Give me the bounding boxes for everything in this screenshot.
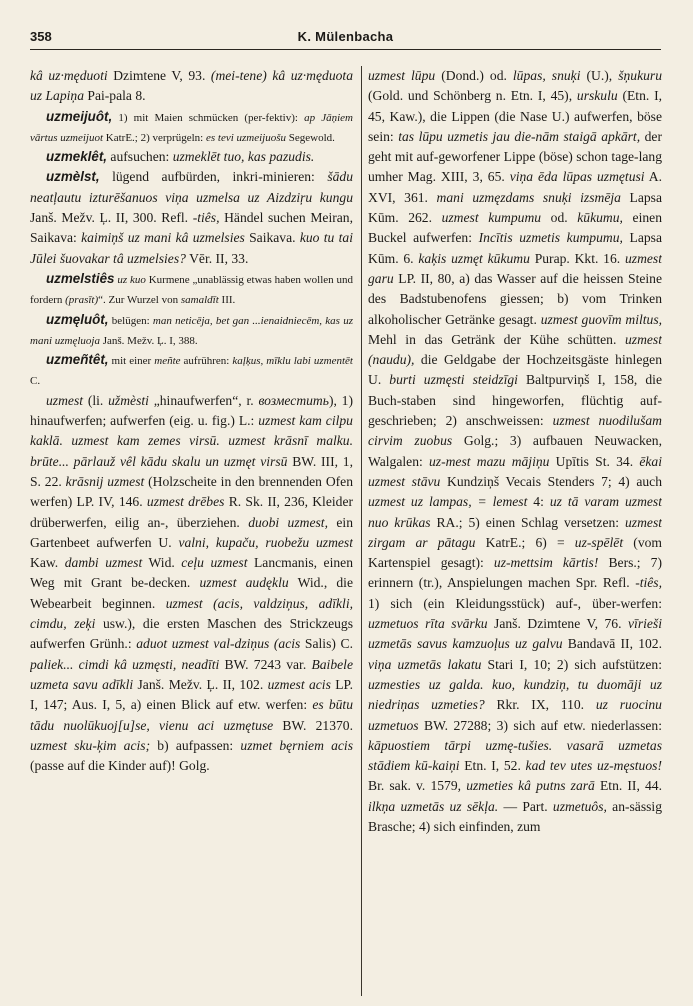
example: valni, kupaču, ruobežu uzmest [178, 534, 353, 550]
example: uzmesties uz galda. kuo, kundziņ, tu duomāji uz niedriņas uzmeties? [368, 676, 662, 713]
gloss: LP. I, 147; Aus. I, 5, a) einen Blick auf etw. werfen: [30, 676, 353, 713]
example: uzmest nuodilušam cirvim zuobus [368, 413, 662, 449]
gloss: (Holzscheite in den brennenden Ofen werfen) LP. IV, 146. [30, 473, 353, 510]
example: viņa uzmetās lakatu [368, 656, 482, 672]
example: uzmetuôs, [552, 798, 607, 814]
example: uzmetuos rīta svārku [368, 616, 488, 632]
example: kaļķus, mīklu labi uzmentēt [232, 355, 353, 368]
example: uzmest audęklu [199, 575, 289, 591]
entry-uzmest-continued [368, 66, 662, 837]
example: kaimiņš uz mani kâ uzmelsies [81, 230, 245, 246]
example: samaldīt [180, 294, 219, 307]
example: uz kuo [114, 273, 146, 286]
entry-uzmelsties [30, 269, 353, 310]
example: šādu neatļautu izturēšanuos viņa uzmelsa uz Aizdziŗu kungu [30, 169, 353, 205]
example: kuo tu tai Jūlei šuovakar tâ uzmelsies? [30, 230, 353, 266]
gloss: III. [218, 294, 236, 307]
gloss: Mehl in das Getränk der Kühe schütten. [368, 331, 625, 347]
gloss: Janš. Mežv. Ļ. II, 300. Refl. [30, 210, 193, 226]
example: uz-mest mazu mājiņu [429, 453, 550, 469]
example: es būtu tādu nuolūkuoj[u]se, vienu aci uzmętuse [30, 697, 353, 733]
gloss: Kundziņš Vecais Stenders 7; 4) auch [440, 473, 662, 489]
gloss: Lancmanis, einen Weg mit Grant be-decken. [30, 555, 353, 591]
gloss: (Etn. I, 45, Kaw.), die Lippen (die Nase U.) aufwerfen, böse sein: [368, 88, 662, 144]
example: meñte [154, 355, 181, 368]
example: uzmest (naudu), [368, 331, 662, 368]
example: lūpas, snuķi [512, 68, 581, 83]
gloss: Etn. I, 52. [459, 758, 526, 774]
gloss: belügen: [108, 314, 153, 327]
headword: uzmęluôt, [46, 311, 109, 327]
example: uz tā varam uzmest nuo krūkas [368, 494, 662, 530]
example: užmèsti [108, 392, 149, 408]
gloss: Bers.; 7) erinnern (tr.), Anspielungen machen Spr. Refl. [368, 555, 662, 591]
example: uzmest kam cilpu kaklā. uzmest kam zemes virsū. uzmest krāsnī malku. brūte... pārlauž vêl kādu skalu un uzmęt virsū [30, 413, 353, 469]
example: uzmest (acis, valdziņus, adīkli, cimdu, zeķi [30, 595, 353, 632]
gloss: b) aufpassen: [150, 737, 241, 753]
gloss: aufrühren: [180, 355, 233, 368]
example: uzmest uz lampas, = lemest [368, 494, 528, 510]
gloss: BW. III, 1, S. 22. [30, 453, 353, 489]
gloss: Golg.; 3) aufbauen Neuwacken, Walgalen: [368, 433, 662, 469]
gloss: Janš. Mežv. Ļ. II, 102. [133, 676, 268, 692]
gloss: Janš. Mežv. Ļ. I, 388. [99, 334, 198, 347]
example: uzmest guovīm miltus, [540, 311, 662, 327]
gloss: Kurmene „unablässig etwas haben wollen und fordern [30, 273, 353, 307]
column-divider [361, 66, 362, 996]
example: man neticēja, bet gan ...ienaidniecēm, kas uz mani uzmęluoja [30, 314, 353, 347]
example: uz ruocinu uzmetuos [368, 697, 662, 733]
gloss: Upītis St. 34. [549, 453, 640, 469]
gloss: RA.; 5) einen Schlag versetzen: [430, 514, 625, 530]
gloss: einen Buckel aufwerfen: [368, 210, 662, 246]
gloss: Lapsa Kūm. 6. [368, 230, 662, 266]
gloss: Etn. II, 44. [594, 778, 662, 794]
example: Incītis uzmetis kumpumu, [478, 230, 623, 246]
gloss: lügend aufbürden, inkri-minieren: [99, 169, 328, 185]
gloss: A. XVI, 361. [368, 169, 662, 205]
gloss: Br. sak. v. 1579, [368, 778, 467, 794]
example: ēkai uzmest stāvu [368, 453, 662, 489]
gloss: Stari I, 10; 2) sich aufstützen: [481, 656, 662, 672]
gloss: Wid., die Webearbeit beginnen. [30, 575, 353, 611]
gloss: Bandavā II, 102. [562, 636, 662, 652]
example: aduot uzmest val-dziņus (acis [136, 636, 301, 652]
text: Dzimtene V, 93. [107, 68, 211, 83]
example: uzmest sku-ķim acis; [30, 737, 151, 753]
example: ilkņa uzmetās uz sēkļa. [368, 798, 499, 814]
headword: uzmeijuôt, [46, 108, 113, 124]
gloss: (Gold. und Schönberg n. Etn. I, 45), [368, 88, 577, 104]
example: uzmest lūpu [368, 68, 436, 83]
example: vīrieši uzmetās savus kamzuoļus uz galvu [368, 616, 662, 652]
example: mani uzmęzdams snuķi izsmēja [436, 189, 621, 205]
page-header [30, 27, 661, 50]
example: (mei-tene) kâ uz·męduota uz Lapiņa [30, 68, 353, 104]
example: -tiês, [635, 575, 662, 591]
gloss: an-sässig Brasche; 4) sich einfinden, zum [368, 798, 662, 834]
example: kad tev utes uz-męstuos! [525, 758, 662, 774]
example: Baibele uzmeta savu adīkli [30, 656, 353, 692]
example: burti uzmęsti steidzīgi [389, 372, 518, 388]
example: uz-mettsim kārtis! [493, 555, 599, 571]
example: kaķis uzmęt kūkumu [418, 250, 530, 266]
example: duobi uzmest, [248, 514, 328, 530]
gloss: Salis) C. [300, 636, 353, 652]
gloss: BW. 21370. [273, 717, 353, 733]
gloss: “. Zur Wurzel von [98, 294, 181, 307]
example: šņukuru [618, 68, 662, 83]
gloss: C. [30, 375, 41, 388]
entry-uzmest [30, 391, 353, 777]
gloss: mit einer [108, 355, 155, 368]
gloss: Purap. Kkt. 16. [529, 250, 625, 266]
headword: uzmelstiês [46, 270, 115, 286]
example: uzmet bęrniem acis [240, 737, 353, 753]
example: возместить [258, 392, 329, 408]
example: kāpuostiem tārpi uzmę-tušies. vasarā uzmetas stādiem kū-kaiņi [368, 737, 662, 774]
example: uzmest zirgam ar pātagu [368, 514, 662, 550]
example: krāsnij uzmest [65, 473, 145, 489]
example: uzmeklēt tuo, kas pazudis. [172, 149, 315, 165]
gloss: usw.), die ersten Maschen des Strickzeugs aufwerfen Grünh.: [30, 616, 353, 652]
gloss: (passe auf die Kinder auf)! Golg. [30, 758, 210, 774]
gloss: Segewold. [286, 131, 335, 144]
entry-uzmentet [30, 350, 353, 391]
example: uzmeties kâ putns zarā [466, 778, 595, 794]
example: kâ uz·męduoti [30, 68, 108, 83]
example: dambi uzmest [64, 555, 143, 571]
example: kūkumu, [577, 210, 623, 226]
example: urskulu [576, 88, 618, 104]
headword: uzmest [46, 392, 84, 408]
gloss: (vom Kartenspiel gesagt): [368, 534, 662, 571]
gloss: Lapsa Kūm. 262. [368, 189, 662, 226]
gloss: 1) mit Maien schmücken (per-fektiv): [112, 111, 305, 124]
example: uz-spēlēt [574, 534, 624, 550]
example: uzmest garu [368, 250, 662, 286]
page-number: 358 [30, 29, 52, 44]
gloss: Saikava. [244, 230, 300, 246]
gloss: Kaw. [30, 555, 65, 571]
headword: uzmèlst, [46, 169, 100, 185]
gloss: Rkr. IX, 110. [484, 697, 596, 713]
gloss: „hinaufwerfen“, r. [148, 392, 259, 408]
gloss: (li. [83, 392, 109, 408]
running-title: K. Mülenbacha [297, 29, 394, 44]
entry-uzmeklet [30, 147, 353, 167]
gloss: Wid. [142, 555, 182, 571]
example: uzmest acis [267, 676, 331, 692]
gloss: Baltpurviņš I, 158, die Buch-staben sind hingeworfen, flüchtig auf-geschrieben; 2) anschweissen: [368, 372, 662, 429]
headword: uzmeklêt, [46, 149, 108, 165]
example: uzmest kumpumu [441, 210, 542, 226]
example: ceļu uzmest [181, 555, 248, 571]
example: viņa ēda lūpas uzmętusi [509, 169, 645, 185]
example: (prasīt) [65, 294, 99, 307]
gloss: R. Sk. II, 236, Kleider drüberwerfen, eilig an-, überziehen. [30, 494, 353, 530]
left-column [30, 66, 353, 998]
example: ap Jāņiem vārtus uzmeijuot [30, 111, 353, 144]
gloss: KatrE.; 6) = [475, 534, 575, 550]
gloss: Vēr. II, 33. [185, 250, 249, 266]
gloss: BW. 7243 var. [219, 656, 312, 672]
example: es tevi uzmeijuošu [205, 131, 287, 144]
entry-uzmeluot [30, 310, 353, 351]
gloss: der geht mit auf-geworfener Lippe (böse) schon tage-lang umher Mag. XIII, 3, 65. [368, 128, 662, 185]
example: paliek... cimdi kâ uzmęsti, neadīti [30, 656, 220, 672]
text: Pai-pala 8. [84, 88, 146, 104]
gloss: ein Gartenbeet aufwerfen U. [30, 514, 353, 550]
gloss: ), 1) hinaufwerfen; aufwerfen (eig. u. fig.) L.: [30, 392, 353, 429]
gloss: od. [541, 210, 578, 226]
gloss: (U.), [580, 68, 619, 83]
gloss: die Geldgabe der Hochzeitsgäste hinlegen U. [368, 352, 662, 388]
example: uzmest drēbes [146, 494, 225, 510]
example: tas lūpu uzmetis jau die-nām staigā apkārt, [398, 128, 641, 144]
gloss: BW. 27288; 3) sich auf etw. niederlassen: [418, 717, 662, 733]
gloss: — Part. [498, 798, 553, 814]
gloss: 4: [527, 494, 550, 510]
gloss: Händel suchen Meiran, Saikava: [30, 210, 353, 246]
gloss: (Dond.) od. [435, 68, 513, 83]
right-column [368, 66, 662, 998]
gloss: aufsuchen: [107, 149, 173, 165]
gloss: LP. II, 80, a) das Wasser auf die heissen Steine des Badstubenofens giessen; b) vom Trinken alkoholischer Getränke gesagt. [368, 270, 662, 327]
headword: uzmeñtêt, [46, 352, 109, 368]
gloss: KatrE.; 2) verprügeln: [103, 131, 206, 144]
gloss: 1) sich (ein Kleidungsstück) auf-, über-werfen: [368, 595, 662, 611]
gloss: Janš. Dzimtene V, 76. [487, 616, 629, 632]
entry-uzmeijuot [30, 107, 353, 148]
entry-continuation [30, 66, 353, 107]
entry-uzmelst [30, 167, 353, 268]
example: -tiês, [192, 210, 220, 226]
